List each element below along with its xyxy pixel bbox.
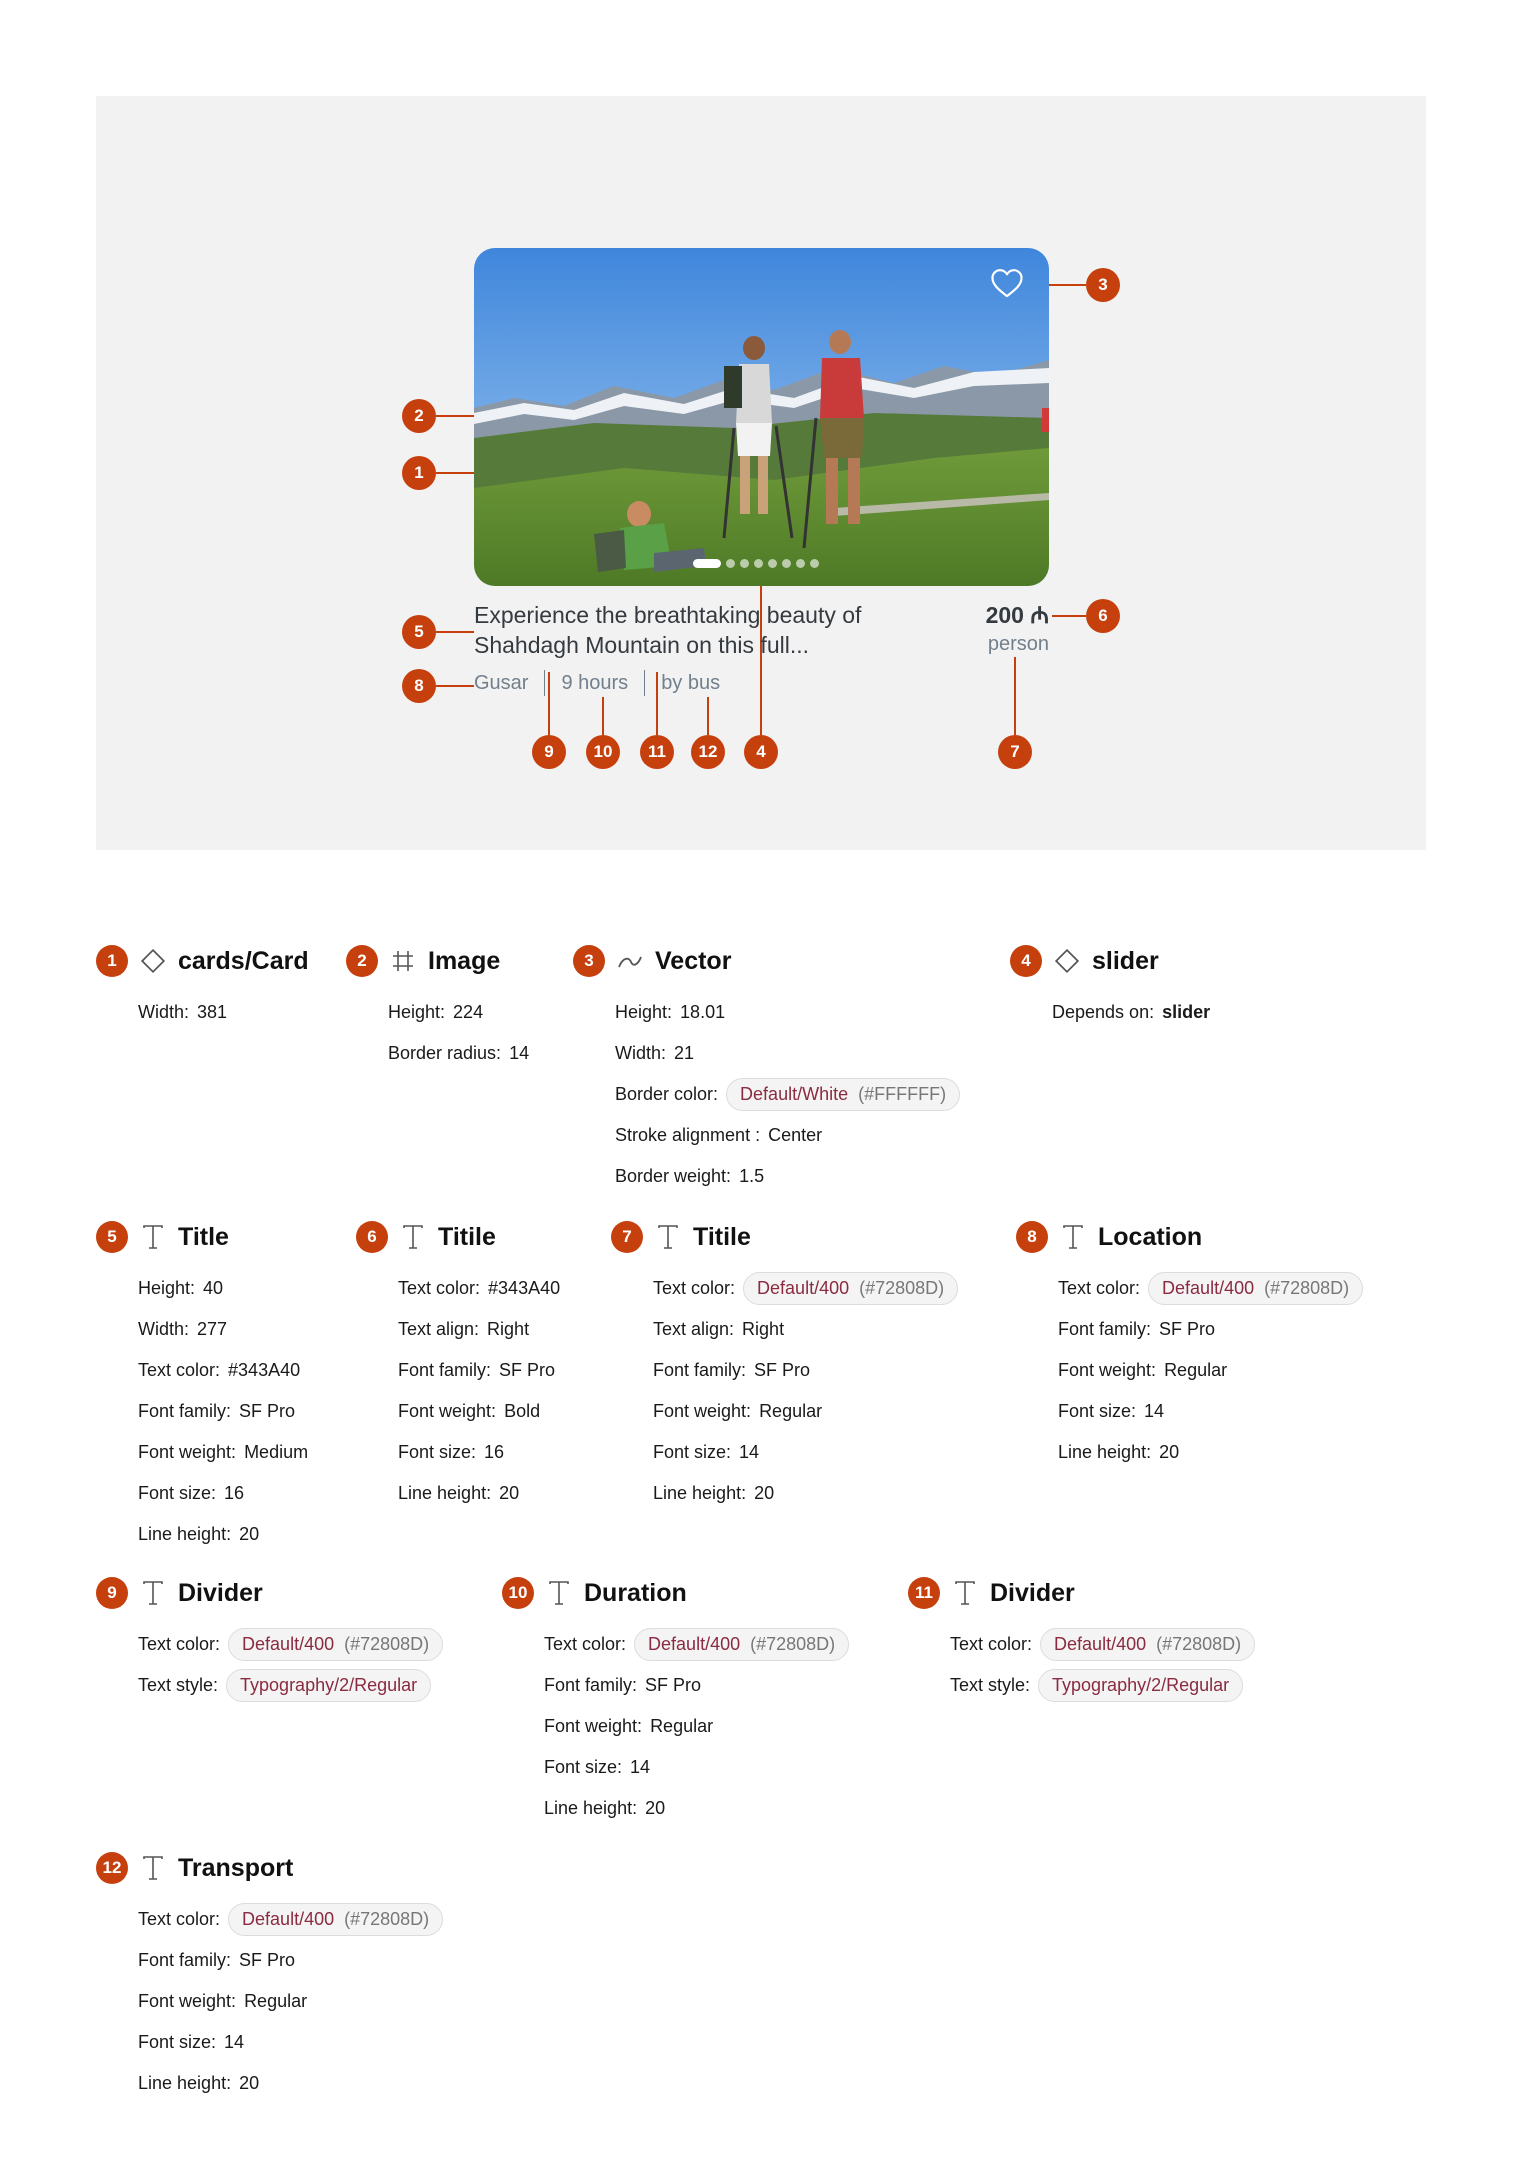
property-key: Font weight:: [544, 1716, 643, 1736]
spec-properties: [138, 1899, 443, 2104]
spec-property: [138, 1981, 443, 2022]
spec-number: 9: [96, 1577, 128, 1609]
property-key: Font size:: [653, 1442, 732, 1462]
property-value: 1.5: [739, 1166, 765, 1186]
property-value: 14: [630, 1757, 651, 1777]
marker-12: 12: [691, 735, 725, 769]
property-value: Regular: [244, 1991, 308, 2011]
property-value: 16: [484, 1442, 505, 1462]
text-icon: [544, 1578, 574, 1608]
property-key: Text style:: [950, 1675, 1031, 1695]
spec-property: [138, 1940, 443, 1981]
meta-divider: [644, 670, 645, 696]
spec-property: [1058, 1391, 1363, 1432]
property-value: 14: [509, 1043, 530, 1063]
marker-1: 1: [402, 456, 436, 490]
spec-property: [388, 1033, 529, 1074]
spec-property: [544, 1788, 849, 1829]
spec-property: [544, 1706, 849, 1747]
spec-property: [1052, 992, 1210, 1033]
property-value: 277: [197, 1319, 228, 1339]
token-hex: (#72808D): [750, 1634, 836, 1654]
property-key: Line height:: [1058, 1442, 1152, 1462]
property-key: Width:: [138, 1002, 190, 1022]
slider-dot[interactable]: [810, 559, 819, 568]
property-value: slider: [1162, 1002, 1211, 1022]
spec-property: [138, 2022, 443, 2063]
text-icon: [1058, 1222, 1088, 1252]
spec-name: slider: [1092, 946, 1159, 975]
spec-property: [138, 1309, 308, 1350]
token-pill[interactable]: [726, 1078, 960, 1111]
marker-2: 2: [402, 399, 436, 433]
token-name: Default/400: [242, 1634, 335, 1654]
card-transport: by bus: [661, 672, 721, 694]
spec-block: [346, 944, 529, 1074]
spec-name: cards/Card: [178, 946, 309, 975]
property-value: 21: [674, 1043, 695, 1063]
property-key: Stroke alignment :: [615, 1125, 761, 1145]
property-key: Font weight:: [138, 1991, 237, 2011]
token-name: Typography/2/Regular: [240, 1675, 418, 1695]
image-slider[interactable]: [693, 557, 819, 569]
spec-name: Titile: [438, 1222, 496, 1251]
component-icon: [1052, 946, 1082, 976]
property-key: Font size:: [138, 1483, 217, 1503]
marker-8: 8: [402, 669, 436, 703]
token-hex: (#FFFFFF): [858, 1084, 947, 1104]
spec-name: Title: [178, 1222, 229, 1251]
spec-properties: [138, 1624, 443, 1706]
spec-property: [398, 1432, 560, 1473]
spec-property: [653, 1432, 958, 1473]
property-key: Text color:: [950, 1634, 1033, 1654]
property-key: Width:: [138, 1319, 190, 1339]
spec-property: [398, 1309, 560, 1350]
spec-number: 8: [1016, 1221, 1048, 1253]
token-pill[interactable]: [228, 1903, 443, 1936]
marker-4: 4: [744, 735, 778, 769]
spec-property: [138, 1899, 443, 1940]
property-key: Text align:: [653, 1319, 735, 1339]
token-hex: (#72808D): [1156, 1634, 1242, 1654]
property-key: Font family:: [544, 1675, 638, 1695]
property-key: Line height:: [398, 1483, 492, 1503]
slider-dot[interactable]: [768, 559, 777, 568]
spec-number: 5: [96, 1221, 128, 1253]
property-key: Font weight:: [1058, 1360, 1157, 1380]
spec-property: [1058, 1432, 1363, 1473]
spec-property: [138, 1432, 308, 1473]
spec-property: [950, 1665, 1255, 1706]
property-key: Line height:: [138, 2073, 232, 2093]
spec-header: [502, 1576, 849, 1610]
spec-name: Location: [1098, 1222, 1203, 1251]
spec-properties: [1052, 992, 1210, 1033]
marker-11: 11: [640, 735, 674, 769]
spec-header: [611, 1220, 958, 1254]
property-value: SF Pro: [499, 1360, 556, 1380]
property-value: 16: [224, 1483, 245, 1503]
property-value: 20: [239, 1524, 260, 1544]
token-pill[interactable]: [226, 1669, 431, 1702]
card-image: [474, 248, 1049, 586]
text-icon: [138, 1222, 168, 1252]
property-value: 14: [224, 2032, 245, 2052]
spec-number: 6: [356, 1221, 388, 1253]
spec-property: [398, 1268, 560, 1309]
token-name: Typography/2/Regular: [1052, 1675, 1230, 1695]
property-key: Text color:: [138, 1360, 221, 1380]
spec-property: [653, 1309, 958, 1350]
property-value: 20: [239, 2073, 260, 2093]
property-value: SF Pro: [754, 1360, 811, 1380]
spec-property: [138, 1624, 443, 1665]
card-duration: 9 hours: [561, 672, 629, 694]
spec-property: [138, 1268, 308, 1309]
token-name: Default/400: [648, 1634, 741, 1654]
token-hex: (#72808D): [1264, 1278, 1350, 1298]
card-meta: [474, 669, 720, 697]
property-key: Font size:: [138, 2032, 217, 2052]
property-key: Font weight:: [138, 1442, 237, 1462]
property-value: Bold: [504, 1401, 541, 1421]
spec-property: [615, 1074, 960, 1115]
property-value: 381: [197, 1002, 228, 1022]
spec-header: [346, 944, 529, 978]
spec-property: [615, 992, 960, 1033]
property-value: SF Pro: [645, 1675, 702, 1695]
frame-icon: [388, 946, 418, 976]
token-hex: (#72808D): [344, 1634, 430, 1654]
spec-property: [138, 1665, 443, 1706]
slider-dot[interactable]: [796, 559, 805, 568]
spec-property: [544, 1665, 849, 1706]
spec-block: [908, 1576, 1255, 1706]
spec-property: [615, 1033, 960, 1074]
spec-name: Image: [428, 946, 501, 975]
property-key: Text color:: [138, 1634, 221, 1654]
spec-property: [398, 1391, 560, 1432]
spec-properties: [398, 1268, 560, 1514]
property-value: 20: [499, 1483, 520, 1503]
property-key: Line height:: [544, 1798, 638, 1818]
spec-block: [1010, 944, 1210, 1033]
component-icon: [138, 946, 168, 976]
spec-property: [1058, 1309, 1363, 1350]
spec-property: [398, 1350, 560, 1391]
property-value: 14: [1144, 1401, 1165, 1421]
spec-header: [356, 1220, 560, 1254]
spec-properties: [1058, 1268, 1363, 1473]
token-pill[interactable]: [1038, 1669, 1243, 1702]
property-key: Text color:: [544, 1634, 627, 1654]
property-value: 40: [203, 1278, 224, 1298]
property-value: 18.01: [680, 1002, 726, 1022]
property-value: 224: [453, 1002, 484, 1022]
trip-card[interactable]: [474, 248, 1049, 748]
meta-divider: [544, 670, 545, 696]
property-key: Line height:: [138, 1524, 232, 1544]
property-key: Height:: [388, 1002, 446, 1022]
spec-header: [96, 1851, 443, 1885]
spec-property: [615, 1115, 960, 1156]
spec-header: [96, 1576, 443, 1610]
spec-header: [908, 1576, 1255, 1610]
property-key: Text color:: [653, 1278, 736, 1298]
spec-property: [398, 1473, 560, 1514]
spec-block: [1016, 1220, 1363, 1473]
property-key: Font size:: [1058, 1401, 1137, 1421]
spec-properties: [653, 1268, 958, 1514]
token-name: Default/400: [757, 1278, 850, 1298]
spec-block: [96, 1851, 443, 2104]
property-key: Depends on:: [1052, 1002, 1155, 1022]
spec-property: [615, 1156, 960, 1197]
property-key: Font family:: [138, 1950, 232, 1970]
marker-9: 9: [532, 735, 566, 769]
spec-number: 1: [96, 945, 128, 977]
spec-number: 2: [346, 945, 378, 977]
property-key: Height:: [615, 1002, 673, 1022]
spec-property: [544, 1624, 849, 1665]
property-value: Right: [487, 1319, 530, 1339]
property-key: Font size:: [544, 1757, 623, 1777]
spec-block: [502, 1576, 849, 1829]
text-icon: [653, 1222, 683, 1252]
token-name: Default/400: [1162, 1278, 1255, 1298]
property-value: SF Pro: [239, 1401, 296, 1421]
vector-icon: [615, 946, 645, 976]
spec-properties: [388, 992, 529, 1074]
token-pill[interactable]: [634, 1628, 849, 1661]
slider-dot[interactable]: [726, 559, 735, 568]
spec-block: [573, 944, 960, 1197]
spec-number: 11: [908, 1577, 940, 1609]
spec-properties: [138, 1268, 308, 1555]
marker-5: 5: [402, 615, 436, 649]
marker-6: 6: [1086, 599, 1120, 633]
property-key: Height:: [138, 1278, 196, 1298]
marker-10: 10: [586, 735, 620, 769]
spec-property: [138, 992, 309, 1033]
property-value: Medium: [244, 1442, 309, 1462]
property-value: Regular: [650, 1716, 714, 1736]
spec-property: [653, 1268, 958, 1309]
spec-number: 7: [611, 1221, 643, 1253]
token-pill[interactable]: [743, 1272, 958, 1305]
spec-property: [653, 1473, 958, 1514]
spec-property: [653, 1350, 958, 1391]
spec-property: [388, 992, 529, 1033]
spec-property: [1058, 1268, 1363, 1309]
property-key: Text style:: [138, 1675, 219, 1695]
spec-block: [611, 1220, 958, 1514]
token-pill[interactable]: [1040, 1628, 1255, 1661]
spec-properties: [544, 1624, 849, 1829]
spec-block: [96, 1220, 308, 1555]
spec-name: Titile: [693, 1222, 751, 1251]
property-key: Font family:: [653, 1360, 747, 1380]
marker-7: 7: [998, 735, 1032, 769]
card-location: Gusar: [474, 672, 529, 694]
spec-number: 3: [573, 945, 605, 977]
spec-property: [138, 1473, 308, 1514]
token-pill[interactable]: [1148, 1272, 1363, 1305]
token-pill[interactable]: [228, 1628, 443, 1661]
spec-property: [138, 1514, 308, 1555]
slider-dot[interactable]: [693, 559, 721, 568]
token-hex: (#72808D): [344, 1909, 430, 1929]
property-key: Text color:: [1058, 1278, 1141, 1298]
property-value: Center: [768, 1125, 823, 1145]
property-value: SF Pro: [1159, 1319, 1216, 1339]
spec-header: [96, 944, 309, 978]
heart-icon[interactable]: [989, 267, 1025, 299]
spec-name: Vector: [655, 946, 732, 975]
property-value: 20: [645, 1798, 666, 1818]
spec-name: Divider: [990, 1578, 1075, 1607]
property-value: #343A40: [488, 1278, 561, 1298]
spec-name: Duration: [584, 1578, 687, 1607]
spec-number: 12: [96, 1852, 128, 1884]
spec-block: [356, 1220, 560, 1514]
token-name: Default/400: [1054, 1634, 1147, 1654]
token-name: Default/White: [740, 1084, 849, 1104]
property-value: Regular: [759, 1401, 823, 1421]
spec-properties: [615, 992, 960, 1197]
spec-number: 4: [1010, 945, 1042, 977]
spec-property: [653, 1391, 958, 1432]
property-key: Border weight:: [615, 1166, 732, 1186]
spec-property: [544, 1747, 849, 1788]
card-title: Experience the breathtaking beauty of Shahdagh Mountain on this full...: [474, 602, 862, 658]
property-key: Border color:: [615, 1084, 719, 1104]
property-key: Line height:: [653, 1483, 747, 1503]
spec-block: [96, 944, 309, 1033]
text-icon: [138, 1578, 168, 1608]
spec-header: [96, 1220, 308, 1254]
spec-block: [96, 1576, 443, 1706]
property-key: Border radius:: [388, 1043, 502, 1063]
property-key: Text color:: [138, 1909, 221, 1929]
text-icon: [950, 1578, 980, 1608]
property-value: Regular: [1164, 1360, 1228, 1380]
spec-properties: [950, 1624, 1255, 1706]
property-key: Font weight:: [398, 1401, 497, 1421]
spec-header: [573, 944, 960, 978]
property-value: Right: [742, 1319, 785, 1339]
spec-property: [1058, 1350, 1363, 1391]
property-value: 20: [1159, 1442, 1180, 1462]
property-key: Width:: [615, 1043, 667, 1063]
spec-properties: [138, 992, 309, 1033]
spec-property: [138, 1350, 308, 1391]
token-name: Default/400: [242, 1909, 335, 1929]
property-key: Font family:: [1058, 1319, 1152, 1339]
spec-property: [138, 1391, 308, 1432]
property-key: Font family:: [398, 1360, 492, 1380]
spec-property: [950, 1624, 1255, 1665]
spec-property: [138, 2063, 443, 2104]
property-key: Font weight:: [653, 1401, 752, 1421]
property-value: 20: [754, 1483, 775, 1503]
property-value: #343A40: [228, 1360, 301, 1380]
property-key: Text color:: [398, 1278, 481, 1298]
spec-header: [1016, 1220, 1363, 1254]
text-icon: [138, 1853, 168, 1883]
spec-name: Divider: [178, 1578, 263, 1607]
spec-header: [1010, 944, 1210, 978]
slider-dot[interactable]: [782, 559, 791, 568]
token-hex: (#72808D): [859, 1278, 945, 1298]
property-value: SF Pro: [239, 1950, 296, 1970]
slider-dot[interactable]: [740, 559, 749, 568]
hikers-mountain-photo: [474, 248, 1049, 586]
text-icon: [398, 1222, 428, 1252]
slider-dot[interactable]: [754, 559, 763, 568]
property-value: 14: [739, 1442, 760, 1462]
spec-number: 10: [502, 1577, 534, 1609]
marker-3: 3: [1086, 268, 1120, 302]
card-price: 200 ₼: [985, 602, 1049, 628]
card-price-unit: person: [987, 633, 1049, 655]
property-key: Font size:: [398, 1442, 477, 1462]
property-key: Text align:: [398, 1319, 480, 1339]
spec-name: Transport: [178, 1853, 294, 1882]
property-key: Font family:: [138, 1401, 232, 1421]
